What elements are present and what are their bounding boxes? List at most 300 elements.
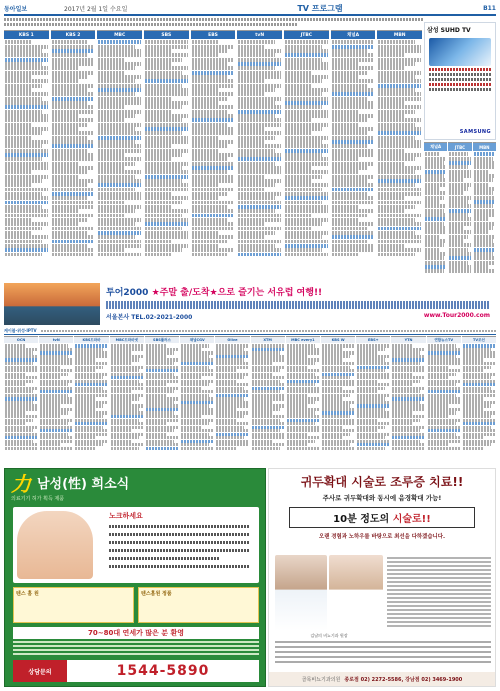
page-number: B11 bbox=[483, 4, 496, 12]
program-listing bbox=[52, 62, 95, 66]
program-listing bbox=[378, 144, 421, 148]
program-listing bbox=[285, 84, 312, 88]
program-listing bbox=[449, 243, 470, 247]
program-listing bbox=[52, 144, 95, 148]
program-listing bbox=[425, 178, 446, 182]
program-listing bbox=[145, 248, 182, 252]
phone-block[interactable] bbox=[13, 660, 259, 682]
program-listing bbox=[285, 248, 322, 252]
program-listing bbox=[98, 214, 125, 218]
program-listing bbox=[378, 166, 421, 170]
program-listing bbox=[425, 152, 439, 156]
program-listing bbox=[285, 136, 328, 140]
program-listing bbox=[425, 200, 439, 204]
program-listing bbox=[145, 118, 182, 122]
channel-name[interactable]: 연합뉴스TV bbox=[427, 337, 461, 343]
program-listing bbox=[5, 75, 32, 79]
program-listing bbox=[192, 149, 219, 153]
program-listing bbox=[238, 231, 275, 235]
channel-name[interactable]: KBS W bbox=[321, 337, 355, 343]
program-listing bbox=[98, 253, 141, 257]
program-listing bbox=[285, 205, 328, 209]
channel-name[interactable]: SBS bbox=[144, 31, 189, 39]
program-listing bbox=[425, 174, 444, 178]
program-listing bbox=[378, 162, 405, 166]
program-listing bbox=[98, 153, 125, 157]
program-listing bbox=[378, 66, 405, 70]
channel-name[interactable]: EBS+ bbox=[356, 337, 390, 343]
program-listing bbox=[192, 253, 229, 257]
program-listing bbox=[238, 240, 281, 244]
channel-name[interactable]: KBS 1 bbox=[4, 31, 49, 39]
program-listing bbox=[5, 244, 48, 248]
program-listing bbox=[322, 447, 354, 450]
program-listing bbox=[474, 248, 495, 252]
clinic-headline: 귀두확대 시술로 조루증 치료!! bbox=[300, 475, 464, 489]
program-listing bbox=[5, 175, 48, 179]
clinic-subhead: 주사로 귀두확대와 동시에 음경확대 가능! bbox=[322, 494, 442, 502]
program-listing bbox=[5, 131, 42, 135]
clinic-ad[interactable] bbox=[268, 468, 496, 687]
program-listing bbox=[192, 84, 235, 88]
program-listing bbox=[285, 105, 322, 109]
channel-name[interactable]: XTM bbox=[251, 337, 285, 343]
channel-column bbox=[321, 336, 355, 464]
program-listing bbox=[192, 118, 235, 122]
program-listing bbox=[98, 205, 141, 209]
product-boxes: 텐스 홈 원 텐스홈원 정품 bbox=[13, 587, 259, 623]
program-listing bbox=[146, 447, 178, 450]
program-listing bbox=[192, 235, 235, 239]
channel-name[interactable]: 채널A bbox=[331, 31, 376, 39]
clinic-body-text bbox=[387, 557, 491, 629]
ad-panel bbox=[13, 507, 259, 583]
program-listing bbox=[145, 209, 188, 213]
ad-title: 남성(性) 희소식 bbox=[37, 476, 130, 492]
program-listing bbox=[332, 235, 375, 239]
program-listing bbox=[474, 239, 493, 243]
program-listing bbox=[5, 149, 48, 153]
program-listing bbox=[52, 209, 79, 213]
program-listing bbox=[98, 140, 135, 144]
program-listing bbox=[449, 152, 468, 156]
program-listing bbox=[52, 205, 95, 209]
program-listing bbox=[192, 97, 229, 101]
channel-column bbox=[97, 30, 142, 282]
program-listing bbox=[98, 222, 135, 226]
program-listing bbox=[238, 218, 281, 222]
program-listing bbox=[378, 71, 421, 75]
doctor-photo bbox=[275, 555, 327, 631]
program-listing bbox=[285, 162, 328, 166]
channel-name[interactable]: Olive bbox=[215, 337, 249, 343]
program-listing bbox=[474, 226, 493, 230]
program-listing bbox=[5, 235, 48, 239]
program-listing bbox=[425, 226, 446, 230]
program-listing bbox=[192, 45, 235, 49]
channel-column bbox=[144, 30, 189, 282]
program-listing bbox=[449, 222, 470, 226]
channel-name[interactable]: KBS 2 bbox=[51, 31, 96, 39]
program-listing bbox=[5, 179, 42, 183]
program-listing bbox=[98, 114, 135, 118]
program-listing bbox=[238, 153, 281, 157]
program-listing bbox=[192, 136, 219, 140]
program-listing bbox=[332, 62, 359, 66]
program-listing bbox=[192, 222, 235, 226]
program-listing bbox=[238, 92, 265, 96]
program-listing bbox=[332, 66, 375, 70]
program-listing bbox=[98, 79, 135, 83]
channel-name[interactable]: MBN bbox=[377, 31, 422, 39]
program-listing bbox=[238, 253, 281, 257]
program-listing bbox=[332, 209, 375, 213]
program-listing bbox=[238, 157, 281, 161]
program-listing bbox=[238, 58, 281, 62]
program-listing bbox=[332, 40, 375, 44]
program-listing bbox=[474, 209, 495, 213]
channel-name[interactable]: OCN bbox=[4, 337, 38, 343]
program-listing bbox=[378, 222, 421, 226]
program-listing bbox=[52, 201, 95, 205]
program-listing bbox=[192, 231, 219, 235]
program-listing bbox=[332, 153, 375, 157]
doctor-caption: 김남의 비뇨기과 원장 bbox=[310, 633, 348, 638]
program-listing bbox=[378, 140, 421, 144]
program-listing bbox=[192, 58, 235, 62]
program-listing bbox=[145, 75, 188, 79]
program-listing bbox=[5, 105, 48, 109]
program-listing bbox=[285, 170, 328, 174]
program-listing bbox=[192, 88, 219, 92]
program-listing bbox=[285, 188, 322, 192]
program-listing bbox=[449, 248, 468, 252]
samsung-tv-ad[interactable] bbox=[424, 22, 496, 140]
channel-name[interactable]: MBC every1 bbox=[286, 337, 320, 343]
program-listing bbox=[52, 114, 79, 118]
program-listing bbox=[98, 40, 141, 44]
program-listing bbox=[5, 240, 42, 244]
program-listing bbox=[252, 447, 280, 450]
program-listing bbox=[145, 218, 188, 222]
program-listing bbox=[98, 218, 141, 222]
program-listing bbox=[145, 162, 188, 166]
program-listing bbox=[192, 62, 229, 66]
program-listing bbox=[5, 248, 48, 252]
program-listing bbox=[285, 114, 328, 118]
travel-ad[interactable] bbox=[4, 283, 496, 325]
channel-name[interactable]: 채널CGV bbox=[180, 337, 214, 343]
program-listing bbox=[52, 66, 79, 70]
program-listing bbox=[285, 201, 322, 205]
program-listing bbox=[52, 149, 89, 153]
program-listing bbox=[449, 230, 470, 234]
program-listing bbox=[474, 265, 488, 269]
program-listing bbox=[145, 214, 182, 218]
program-listing bbox=[425, 209, 444, 213]
program-listing bbox=[5, 196, 48, 200]
program-listing bbox=[332, 114, 375, 118]
program-listing bbox=[145, 253, 172, 257]
program-listing bbox=[192, 140, 235, 144]
program-listing bbox=[98, 235, 135, 239]
program-listing bbox=[98, 123, 141, 127]
program-listing bbox=[145, 131, 182, 135]
program-listing bbox=[285, 253, 328, 257]
program-listing bbox=[192, 71, 235, 75]
program-listing bbox=[357, 447, 385, 450]
program-listing bbox=[145, 114, 188, 118]
program-listing bbox=[192, 201, 235, 205]
program-listing bbox=[52, 253, 95, 257]
program-listing bbox=[5, 92, 48, 96]
program-listing bbox=[216, 447, 237, 450]
program-listing bbox=[425, 170, 446, 174]
program-listing bbox=[285, 231, 328, 235]
program-listing bbox=[238, 222, 265, 226]
program-listing bbox=[332, 253, 359, 257]
channel-name[interactable]: TV조선 bbox=[462, 337, 496, 343]
program-listing bbox=[192, 157, 229, 161]
program-listing bbox=[238, 84, 281, 88]
program-listing bbox=[474, 217, 488, 221]
program-listing bbox=[192, 248, 235, 252]
program-listing bbox=[52, 240, 95, 244]
right-schedule-grid bbox=[424, 142, 496, 282]
program-listing bbox=[474, 200, 495, 204]
program-listing bbox=[425, 157, 446, 161]
channel-column bbox=[284, 30, 329, 282]
program-listing bbox=[285, 166, 312, 170]
program-listing bbox=[145, 79, 188, 83]
program-listing bbox=[5, 136, 32, 140]
program-listing bbox=[332, 53, 375, 57]
program-listing bbox=[285, 131, 312, 135]
program-listing bbox=[378, 75, 415, 79]
program-listing bbox=[5, 110, 42, 114]
program-listing bbox=[5, 123, 32, 127]
program-listing bbox=[98, 192, 141, 196]
program-listing bbox=[52, 71, 95, 75]
channel-name[interactable]: MBC bbox=[97, 31, 142, 39]
program-listing bbox=[238, 97, 281, 101]
program-listing bbox=[378, 157, 415, 161]
channel-column bbox=[110, 336, 144, 464]
program-listing bbox=[238, 114, 275, 118]
program-listing bbox=[378, 235, 421, 239]
program-listing bbox=[332, 49, 369, 53]
program-listing bbox=[98, 175, 135, 179]
program-listing bbox=[192, 188, 235, 192]
doctor-photo-2 bbox=[329, 555, 383, 631]
program-listing bbox=[378, 62, 415, 66]
program-listing bbox=[285, 127, 322, 131]
program-listing bbox=[192, 192, 229, 196]
program-listing bbox=[5, 58, 48, 62]
program-listing bbox=[425, 248, 439, 252]
program-listing bbox=[98, 53, 141, 57]
program-listing bbox=[98, 92, 135, 96]
program-listing bbox=[474, 152, 495, 156]
iptv-schedule-grid bbox=[4, 336, 496, 464]
program-listing bbox=[238, 101, 275, 105]
channel-column bbox=[251, 336, 285, 464]
channel-name[interactable]: 채널A bbox=[424, 143, 447, 151]
program-listing bbox=[378, 118, 421, 122]
program-listing bbox=[40, 447, 72, 450]
program-listing bbox=[332, 231, 375, 235]
program-listing bbox=[145, 66, 188, 70]
program-listing bbox=[145, 40, 188, 44]
program-listing bbox=[98, 49, 141, 53]
program-listing bbox=[332, 149, 375, 153]
clinic-footer[interactable]: 골목비뇨기과의원 종로점 02) 2272-5586, 강남점 02) 3469-1900 bbox=[269, 672, 495, 686]
program-listing bbox=[98, 45, 135, 49]
channel-column bbox=[356, 336, 390, 464]
program-listing bbox=[378, 101, 405, 105]
program-listing bbox=[378, 127, 421, 131]
program-listing bbox=[238, 196, 275, 200]
program-listing bbox=[238, 144, 281, 148]
program-listing bbox=[5, 49, 42, 53]
program-listing bbox=[98, 110, 141, 114]
program-listing bbox=[378, 84, 421, 88]
channel-name[interactable]: JTBC bbox=[284, 31, 329, 39]
program-listing bbox=[52, 227, 95, 231]
program-listing bbox=[285, 149, 328, 153]
phone-number[interactable]: 1544-5890 bbox=[116, 663, 210, 679]
program-listing bbox=[5, 71, 48, 75]
channel-name[interactable]: MBN bbox=[473, 143, 496, 151]
program-listing bbox=[449, 226, 463, 230]
program-listing bbox=[145, 179, 182, 183]
iptv-header: 케이블·위성·IPTV bbox=[4, 327, 496, 335]
program-listing bbox=[5, 447, 37, 450]
program-listing bbox=[52, 84, 95, 88]
program-listing bbox=[192, 166, 235, 170]
program-listing bbox=[145, 84, 182, 88]
program-listing bbox=[378, 149, 405, 153]
channel-column bbox=[424, 142, 447, 282]
program-listing bbox=[332, 192, 369, 196]
program-listing bbox=[425, 243, 444, 247]
program-listing bbox=[98, 209, 135, 213]
program-listing bbox=[145, 196, 188, 200]
program-listing bbox=[52, 188, 95, 192]
program-listing bbox=[378, 209, 405, 213]
program-listing bbox=[145, 136, 188, 140]
program-listing bbox=[192, 127, 235, 131]
program-listing bbox=[52, 79, 79, 83]
program-listing bbox=[98, 162, 135, 166]
channel-name[interactable]: MBC드라마넷 bbox=[110, 337, 144, 343]
program-listing bbox=[5, 222, 48, 226]
program-listing bbox=[145, 240, 172, 244]
channel-name[interactable]: JTBC bbox=[448, 143, 471, 151]
program-listing bbox=[285, 144, 328, 148]
program-listing bbox=[285, 92, 322, 96]
program-listing bbox=[332, 214, 369, 218]
program-listing bbox=[5, 214, 48, 218]
program-listing bbox=[238, 88, 275, 92]
phone-label: 상담문의 bbox=[13, 660, 67, 682]
program-listing bbox=[332, 227, 369, 231]
program-listing bbox=[378, 53, 405, 57]
travel-url[interactable]: www.Tour2000.com bbox=[423, 312, 490, 319]
ad-note bbox=[13, 641, 259, 657]
program-listing bbox=[52, 244, 89, 248]
program-listing bbox=[145, 127, 188, 131]
program-listing bbox=[378, 136, 415, 140]
program-listing bbox=[98, 240, 141, 244]
program-listing bbox=[332, 188, 375, 192]
program-listing bbox=[425, 239, 446, 243]
program-listing bbox=[378, 201, 421, 205]
program-listing bbox=[425, 196, 444, 200]
program-listing bbox=[449, 239, 463, 243]
channel-name[interactable]: tvN bbox=[39, 337, 73, 343]
program-listing bbox=[285, 71, 312, 75]
program-listing bbox=[192, 53, 219, 57]
program-listing bbox=[449, 261, 468, 265]
program-listing bbox=[52, 118, 95, 122]
program-listing bbox=[145, 244, 188, 248]
program-listing bbox=[98, 84, 141, 88]
program-listing bbox=[145, 92, 188, 96]
program-listing bbox=[378, 214, 421, 218]
program-listing bbox=[425, 165, 446, 169]
channel-name[interactable]: KBS드라마 bbox=[74, 337, 108, 343]
program-listing bbox=[52, 92, 95, 96]
program-listing bbox=[238, 136, 275, 140]
program-listing bbox=[474, 157, 493, 161]
samsung-ad-title: 삼성 SUHD TV bbox=[427, 27, 471, 34]
channel-name[interactable]: tvN bbox=[237, 31, 282, 39]
program-listing bbox=[378, 183, 415, 187]
program-listing bbox=[98, 244, 141, 248]
program-listing bbox=[378, 196, 405, 200]
program-listing bbox=[332, 205, 359, 209]
program-listing bbox=[5, 114, 48, 118]
program-listing bbox=[145, 201, 182, 205]
channel-name[interactable]: SBS플러스 bbox=[145, 337, 179, 343]
program-listing bbox=[238, 235, 265, 239]
channel-name[interactable]: EBS bbox=[191, 31, 236, 39]
channel-name[interactable]: YTN bbox=[391, 337, 425, 343]
program-listing bbox=[98, 248, 125, 252]
program-listing bbox=[5, 218, 32, 222]
program-listing bbox=[98, 136, 141, 140]
newspaper-brand: 동아일보 bbox=[4, 5, 28, 13]
program-listing bbox=[98, 144, 141, 148]
program-listing bbox=[192, 179, 235, 183]
program-listing bbox=[332, 45, 375, 49]
program-listing bbox=[474, 178, 493, 182]
program-listing bbox=[449, 209, 470, 213]
program-listing bbox=[332, 71, 369, 75]
program-listing bbox=[378, 240, 421, 244]
male-health-ad[interactable] bbox=[4, 468, 266, 687]
program-listing bbox=[5, 97, 42, 101]
program-listing bbox=[145, 227, 182, 231]
program-listing bbox=[474, 196, 495, 200]
program-listing bbox=[332, 101, 375, 105]
program-listing bbox=[192, 123, 229, 127]
program-listing bbox=[98, 157, 141, 161]
channel-column bbox=[237, 30, 282, 282]
program-listing bbox=[474, 191, 493, 195]
program-listing bbox=[238, 162, 275, 166]
